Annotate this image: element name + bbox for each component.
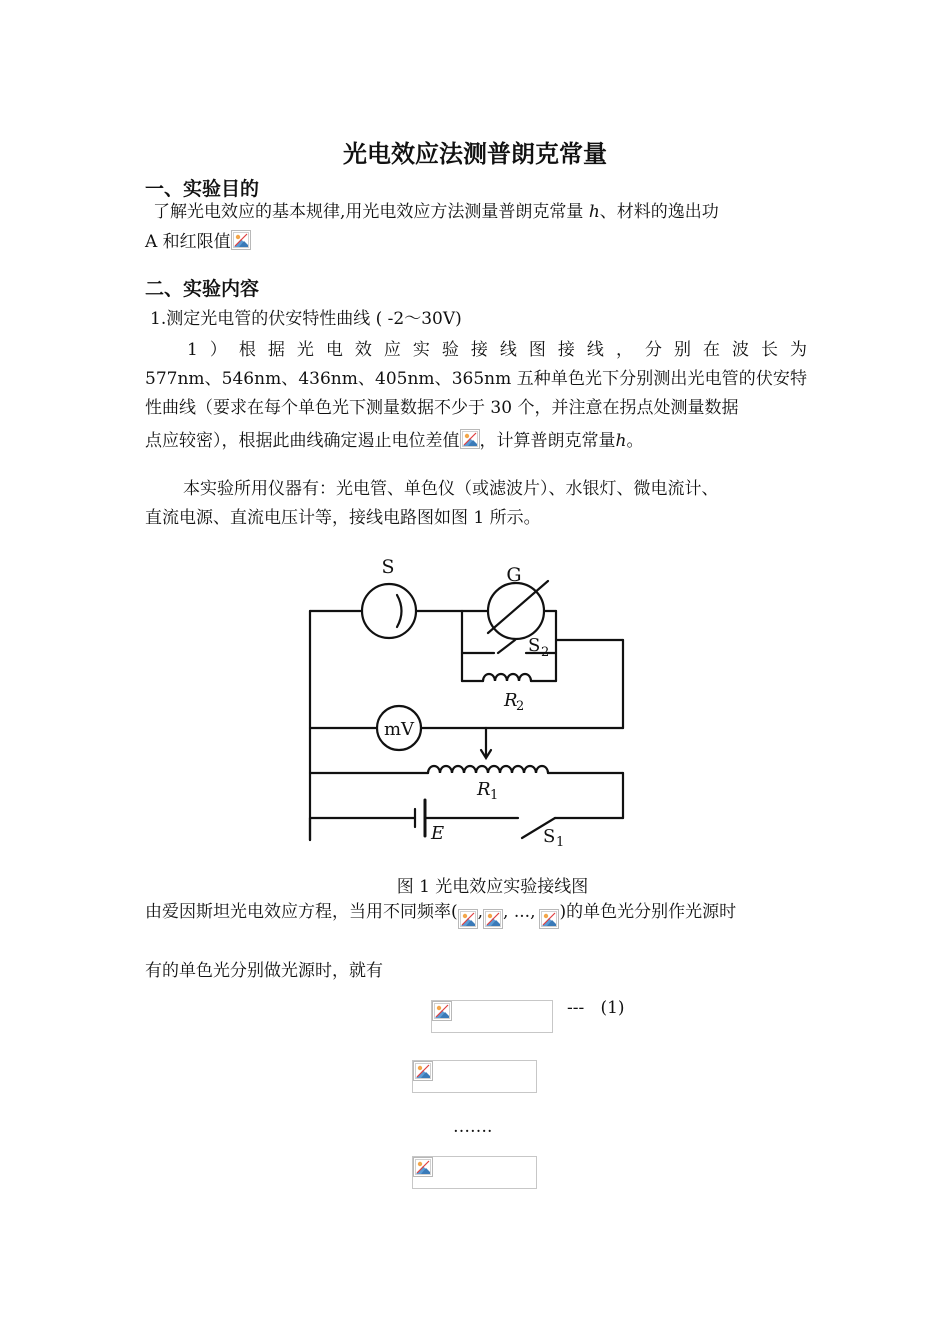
purpose-text: 了解光电效应的基本规律,用光电效应方法测量普朗克常量	[153, 202, 584, 222]
label-s: S	[381, 556, 395, 578]
label-s2: S	[528, 635, 541, 656]
broken-image-icon	[413, 1157, 433, 1177]
broken-image-icon	[413, 1061, 433, 1081]
instruments-line-2: 直流电源、直流电压计等，接线电路图如图 1 所示。	[145, 508, 541, 528]
label-r2: R	[504, 690, 518, 711]
equation-2-image	[412, 1060, 537, 1093]
equation-n-image	[412, 1156, 537, 1189]
planck-symbol: h	[588, 202, 600, 222]
figure-caption: 图 1 光电效应实验接线图	[396, 877, 589, 897]
content-item-1: 1.测定光电管的伏安特性曲线 ( -2～30V)	[150, 309, 462, 329]
broken-image-icon	[483, 909, 503, 929]
equation-intro-a: 由爱因斯坦光电效应方程，当用不同频率(	[145, 902, 458, 922]
content-para-line-3: 性曲线（要求在每个单色光下测量数据不少于 30 个，并注意在拐点处测量数据	[145, 398, 739, 418]
broken-image-icon	[231, 230, 251, 250]
section-heading-purpose: 一、实验目的	[145, 178, 260, 200]
equation-1-label: --- (1)	[567, 998, 625, 1018]
equation-1-image	[431, 1000, 553, 1033]
content-para-line-2: 577nm、546nm、436nm、405nm、365nm 五种单色光下分别测出光电管的伏安特	[145, 369, 807, 389]
label-s1-sub: 1	[556, 835, 565, 850]
resistor-r2	[483, 674, 531, 681]
instruments-line-1: 本实验所用仪器有：光电管、单色仪（或滤波片）、水银灯、微电流计、	[183, 479, 719, 499]
separator: ,	[477, 902, 484, 922]
equation-ellipsis: …….	[453, 1117, 493, 1137]
label-r2-sub: 2	[516, 699, 525, 714]
label-r1-sub: 1	[490, 788, 499, 803]
purpose-text-tail: 、材料的逸出功	[599, 202, 719, 222]
label-r1: R	[477, 779, 491, 800]
broken-image-icon	[432, 1001, 452, 1021]
label-g: G	[506, 564, 522, 586]
purpose-line-1	[153, 197, 813, 227]
content-para-line-4b: ，计算普朗克常量	[479, 431, 616, 451]
content-para-line-1: 1）根据光电效应实验接线图接线，分别在波长为	[187, 340, 807, 360]
circuit-diagram	[290, 548, 640, 853]
purpose-line-2	[145, 227, 807, 257]
period: 。	[626, 431, 644, 451]
label-e: E	[431, 823, 445, 844]
equation-intro-b: )的单色光分别作光源时	[559, 902, 737, 922]
purpose-text-2: A 和红限值	[145, 232, 231, 252]
broken-image-icon	[539, 909, 559, 929]
label-s2-sub: 2	[541, 645, 550, 660]
broken-image-icon	[458, 909, 478, 929]
label-s1: S	[543, 826, 556, 847]
phototube-symbol	[362, 584, 416, 638]
page-title: 光电效应法测普朗克常量	[343, 139, 607, 168]
equation-intro-line-2: 有的单色光分别做光源时，就有	[145, 961, 383, 981]
content-para-line-4	[145, 426, 807, 456]
label-mv: mV	[383, 719, 415, 740]
content-para-line-4a: 点应较密），根据此曲线确定遏止电位差值	[145, 431, 460, 451]
planck-symbol-2: h	[615, 431, 627, 451]
broken-image-icon	[460, 429, 480, 449]
equation-intro-line-1	[145, 897, 815, 929]
section-heading-content: 二、实验内容	[145, 278, 260, 300]
separator-ellipsis: , ...,	[503, 902, 536, 922]
resistor-r1	[428, 766, 548, 773]
